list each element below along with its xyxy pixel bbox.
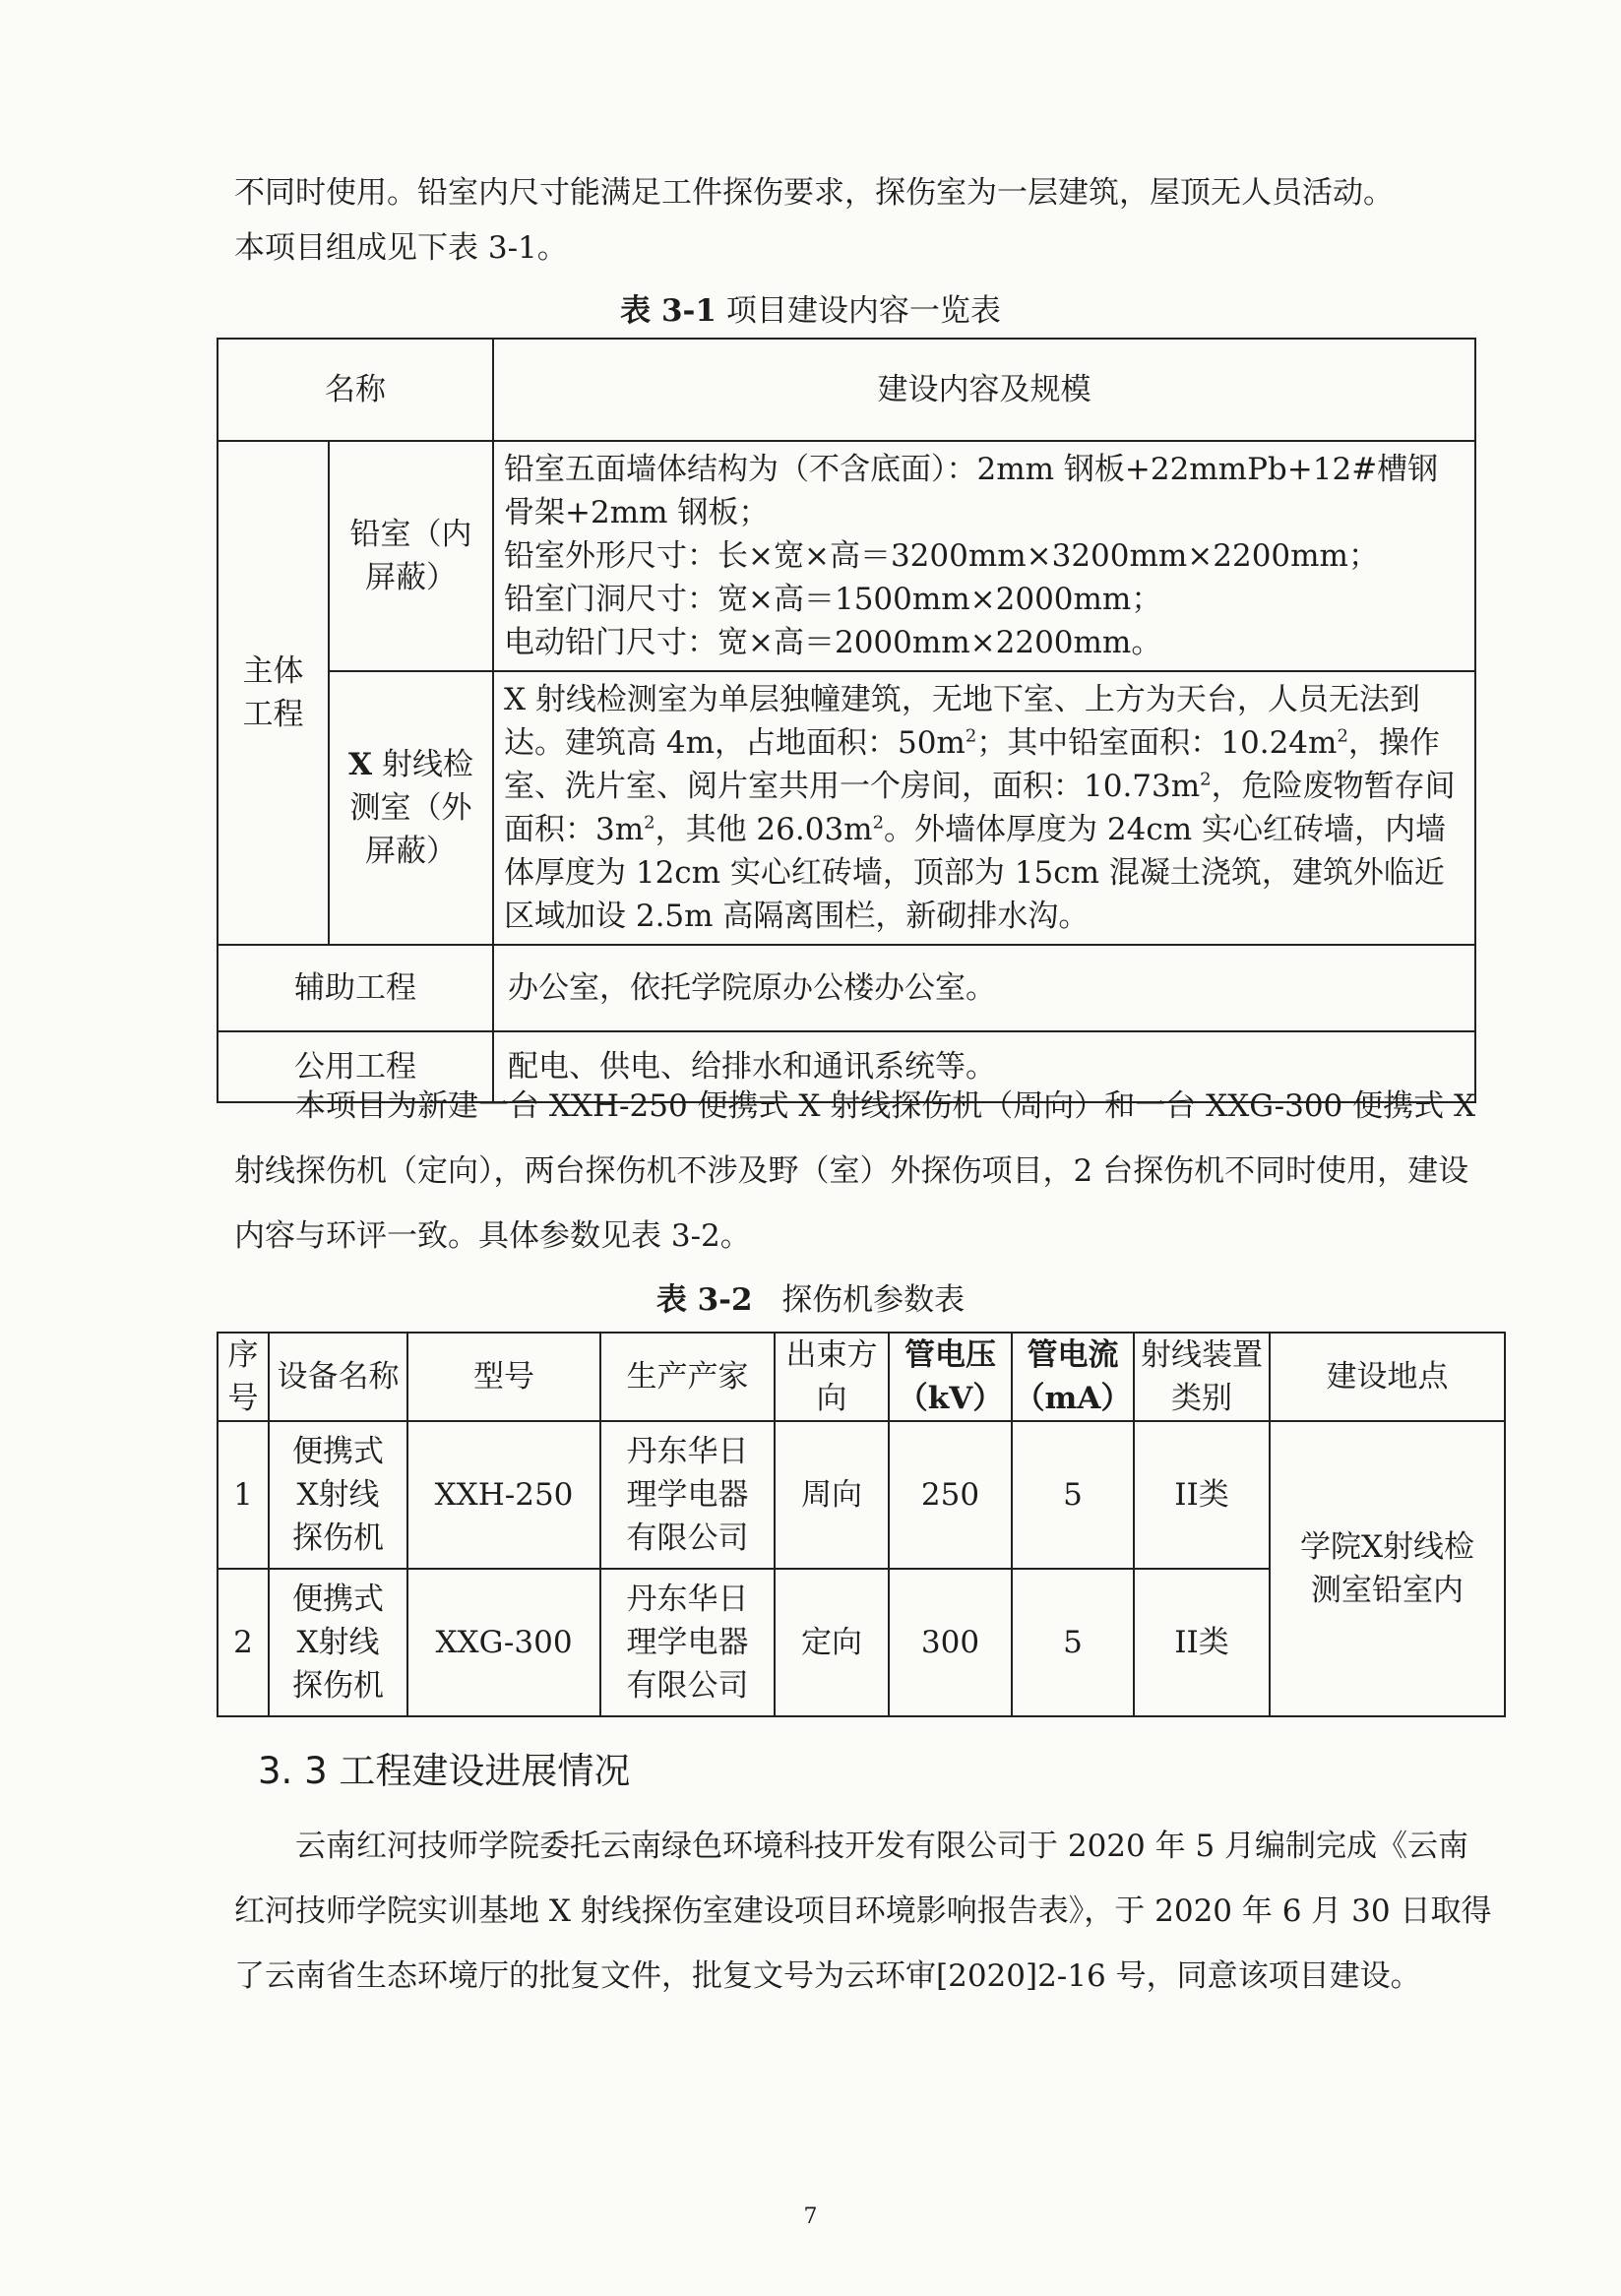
table2-cell: 丹东华日理学电器有限公司 bbox=[600, 1421, 775, 1569]
table2-caption-text: 探伤机参数表 bbox=[781, 1282, 966, 1318]
table2-cell: 5 bbox=[1012, 1421, 1134, 1569]
table2-caption-label: 表 3-2 bbox=[655, 1282, 753, 1318]
table2-cell: 250 bbox=[889, 1421, 1012, 1569]
sup-2: 2 bbox=[965, 725, 977, 747]
project-content-table bbox=[217, 338, 1476, 1103]
table2-header-cell: 射线装置类别 bbox=[1134, 1333, 1270, 1421]
table2-cell: 5 bbox=[1012, 1569, 1134, 1716]
table1-row-lead-room bbox=[218, 441, 1475, 671]
xray-text-3: ，操作室、洗片室、阅片室共用一个房间，面积：10.73m bbox=[504, 725, 1440, 804]
table1-public-name: 公用工程 bbox=[218, 1031, 493, 1102]
table1-xray-room-label bbox=[329, 671, 493, 945]
lead-room-line: 电动铅门尺寸：宽×高＝2000mm×2200mm。 bbox=[504, 625, 1162, 660]
sup-2: 2 bbox=[1337, 725, 1348, 747]
table2-cell: 定向 bbox=[775, 1569, 889, 1716]
table1-header-row bbox=[218, 339, 1475, 441]
page-number: 7 bbox=[803, 2204, 818, 2229]
paragraph-progress: 云南红河技师学院委托云南绿色环境科技开发有限公司于 2020 年 5 月编制完成《云南红河技师学院实训基地 X 射线探伤室建设项目环境影响报告表》，于 2020 年 6 月 30 日取得了云南省生态环境厅的批复文件，批复文号为云环审[2020]2-16 号，同意该项目建设。 bbox=[234, 1829, 1492, 1994]
table2-caption bbox=[0, 1280, 1621, 1320]
xray-text-5: ，其他 26.03m bbox=[655, 812, 873, 847]
section-title: 工程建设进展情况 bbox=[339, 1750, 631, 1792]
table2-location-cell: 学院X射线检测室铅室内 bbox=[1270, 1421, 1505, 1716]
table1-xray-room-content bbox=[493, 671, 1475, 945]
table2-cell: XXH-250 bbox=[407, 1421, 600, 1569]
xray-label-bold: X bbox=[348, 747, 373, 782]
table2-cell: XXG-300 bbox=[407, 1569, 600, 1716]
table1-lead-room-content bbox=[493, 441, 1475, 671]
table1-row-aux bbox=[218, 945, 1475, 1031]
table2-cell: II类 bbox=[1134, 1421, 1270, 1569]
table1-header-content: 建设内容及规模 bbox=[493, 339, 1475, 441]
section-heading bbox=[258, 1747, 630, 1796]
equipment-parameter-table bbox=[217, 1332, 1506, 1717]
table1-header-name: 名称 bbox=[218, 339, 493, 441]
xray-text-6: 。外墙体厚度为 24cm 实心红砖墙，内墙体厚度为 12cm 实心红砖墙，顶部为 15cm 混凝土浇筑，建筑外临近区域加设 2.5m 高隔离围栏，新砌排水沟。 bbox=[504, 812, 1446, 934]
intro-paragraph bbox=[234, 165, 1514, 276]
section-number: 3. 3 bbox=[258, 1750, 328, 1792]
lead-room-line: 铅室五面墙体结构为（不含底面）：2mm 钢板+22mmPb+12#槽钢骨架+2mm 钢板； bbox=[504, 452, 1439, 530]
table1-caption-label: 表 3-1 bbox=[620, 293, 717, 329]
table2-header-cell: 生产产家 bbox=[600, 1333, 775, 1421]
table2-cell: 便携式X射线探伤机 bbox=[269, 1569, 407, 1716]
table2-cell: 300 bbox=[889, 1569, 1012, 1716]
table2-header-cell: 设备名称 bbox=[269, 1333, 407, 1421]
xray-text-2: ；其中铅室面积：10.24m bbox=[976, 725, 1338, 761]
table-row bbox=[218, 1421, 1505, 1569]
table2-header-cell: 管电压（kV） bbox=[889, 1333, 1012, 1421]
table2-cell: 1 bbox=[218, 1421, 269, 1569]
table2-cell: 便携式X射线探伤机 bbox=[269, 1421, 407, 1569]
table2-header-cell: 建设地点 bbox=[1270, 1333, 1505, 1421]
table1-lead-room-label: 铅室（内屏蔽） bbox=[329, 441, 493, 671]
sup-2: 2 bbox=[1200, 769, 1212, 790]
sup-2: 2 bbox=[872, 812, 885, 834]
table2-header-cell: 管电流（mA） bbox=[1012, 1333, 1134, 1421]
table2-header-cell: 序号 bbox=[218, 1333, 269, 1421]
lead-room-line: 铅室门洞尺寸：宽×高＝1500mm×2000mm； bbox=[504, 582, 1162, 617]
table2-header-cell: 型号 bbox=[407, 1333, 600, 1421]
table1-public-content: 配电、供电、给排水和通讯系统等。 bbox=[493, 1031, 1475, 1102]
table2-cell: 周向 bbox=[775, 1421, 889, 1569]
table1-caption bbox=[0, 291, 1621, 331]
intro-line-2: 本项目组成见下表 3-1。 bbox=[234, 230, 568, 266]
table2-cell: 丹东华日理学电器有限公司 bbox=[600, 1569, 775, 1716]
table1-main-group: 主体工程 bbox=[218, 441, 329, 945]
table1-row-xray-room bbox=[218, 671, 1475, 945]
table1-aux-name: 辅助工程 bbox=[218, 945, 493, 1031]
xray-text-4: ，危险废物暂存间面积：3m bbox=[504, 769, 1456, 847]
intro-line-1: 不同时使用。铅室内尺寸能满足工件探伤要求，探伤室为一层建筑，屋顶无人员活动。 bbox=[234, 175, 1394, 211]
table2-header-row bbox=[218, 1333, 1505, 1421]
table2-header-cell: 出束方向 bbox=[775, 1333, 889, 1421]
xray-text-1: X 射线检测室为单层独幢建筑，无地下室、上方为天台，人员无法到达。建筑高 4m，占地面积：50m bbox=[504, 682, 1420, 761]
lead-room-line: 铅室外形尺寸：长×宽×高＝3200mm×3200mm×2200mm； bbox=[504, 538, 1379, 574]
sup-2: 2 bbox=[644, 812, 655, 834]
table2-cell: 2 bbox=[218, 1569, 269, 1716]
xray-label-rest: 射线检测室（外屏蔽） bbox=[349, 747, 473, 869]
paragraph-equipment: 本项目为新建一台 XXH-250 便携式 X 射线探伤机（周向）和一台 XXG-300 便携式 X 射线探伤机（定向），两台探伤机不涉及野（室）外探伤项目，2 台探伤机不同时使用，建设内容与环评一致。具体参数见表 3-2。 bbox=[234, 1088, 1476, 1254]
table2-cell: II类 bbox=[1134, 1569, 1270, 1716]
table1-caption-text: 项目建设内容一览表 bbox=[725, 293, 1001, 329]
table1-aux-content: 办公室，依托学院原办公楼办公室。 bbox=[493, 945, 1475, 1031]
